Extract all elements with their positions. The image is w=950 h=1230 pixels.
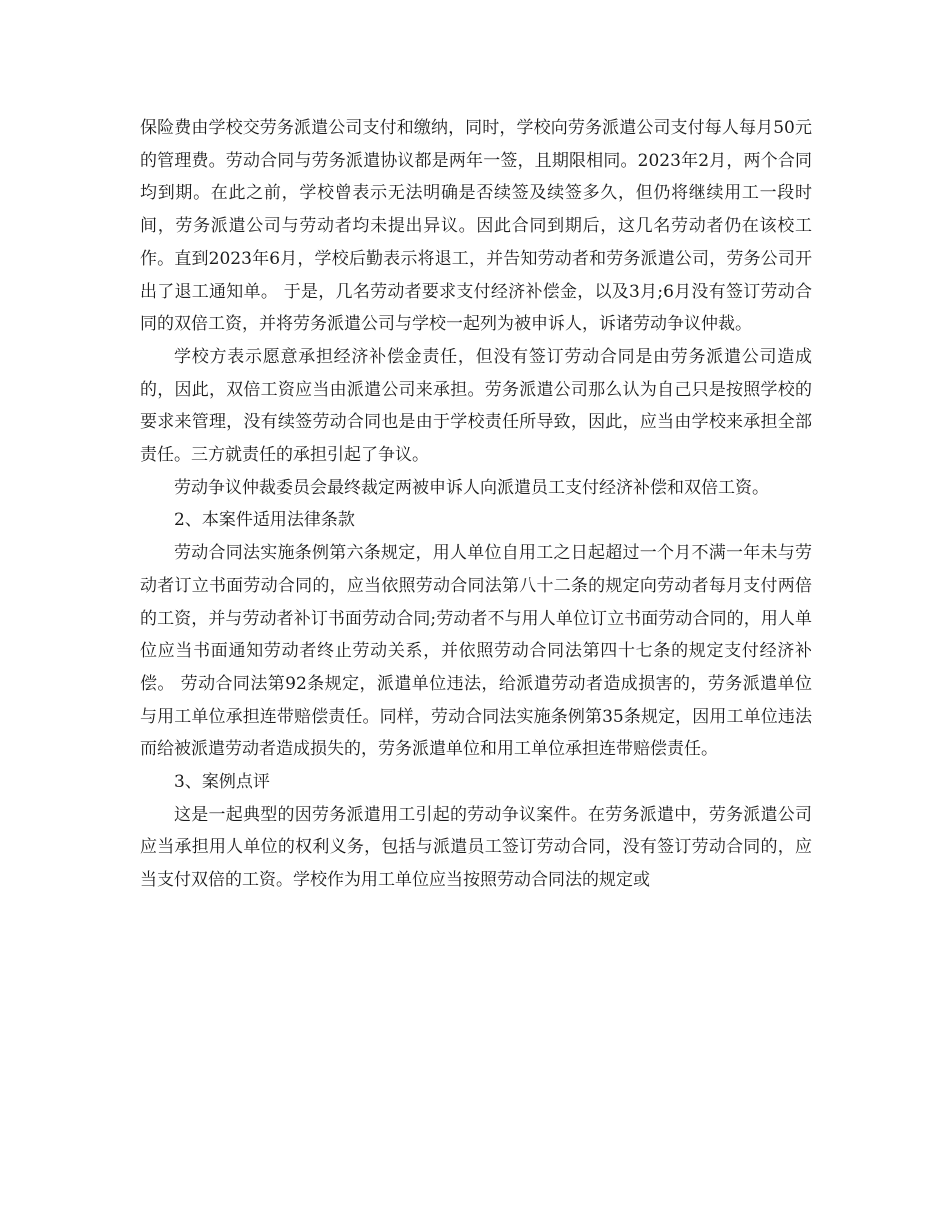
paragraph-positions: 学校方表示愿意承担经济补偿金责任，但没有签订劳动合同是由劳务派遣公司造成的，因此，双倍工资应当由派遣公司来承担。劳务派遣公司那么认为自己只是按照学校的要求来管理，没有续签劳动合同也是由于学校责任所导致，因此，应当由学校来承担全部责任。三方就责任的承担引起了争议。 [140,346,812,466]
paragraph-ruling: 劳动争议仲裁委员会最终裁定两被申诉人向派遣员工支付经济补偿和双倍工资。 [174,477,769,498]
paragraph-case-review: 这是一起典型的因劳务派遣用工引起的劳动争议案件。在劳务派遣中，劳务派遣公司应当承担用人单位的权利义务，包括与派遣员工签订劳动合同，没有签订劳动合同的，应当支付双倍的工资。学校作为用工单位应当按照劳动合同法的规定或 [140,804,812,891]
paragraph-case-facts: 保险费由学校交劳务派遣公司支付和缴纳，同时，学校向劳务派遣公司支付每人每月50元的管理费。劳动合同与劳务派遣协议都是两年一签，且期限相同。2023年2月，两个合同均到期。在此之前，学校曾表示无法明确是否续签及续签多久，但仍将继续用工一段时间，劳务派遣公司与劳动者均未提出异议。因此合同到期后，这几名劳动者仍在该校工作。直到2023年6月，学校后勤表示将退工，并告知劳动者和劳务派遣公司，劳务公司开出了退工通知单。 于是，几名劳动者要求支付经济补偿金，以及3月;6月没有签订劳动合同的双倍工资，并将劳务派遣公司与学校一起列为被申诉人，诉诸劳动争议仲裁。 [140,118,812,335]
document-page [140,112,812,897]
section-heading-case-review: 3、案例点评 [174,772,270,793]
section-heading-applicable-law: 2、本案件适用法律条款 [174,510,355,531]
paragraph-law-provisions: 劳动合同法实施条例第六条规定，用人单位自用工之日起超过一个月不满一年未与劳动者订立书面劳动合同的，应当依照劳动合同法第八十二条的规定向劳动者每月支付两倍的工资，并与劳动者补订书面劳动合同;劳动者不与用人单位订立书面劳动合同的，用人单位应当书面通知劳动者终止劳动关系，并依照劳动合同法第四十七条的规定支付经济补偿。 劳动合同法第92条规定，派遣单位违法，给派遣劳动者造成损害的，劳务派遣单位与用工单位承担连带赔偿责任。同样，劳动合同法实施条例第35条规定，因用工单位违法而给被派遣劳动者造成损失的，劳务派遣单位和用工单位承担连带赔偿责任。 [140,543,812,760]
